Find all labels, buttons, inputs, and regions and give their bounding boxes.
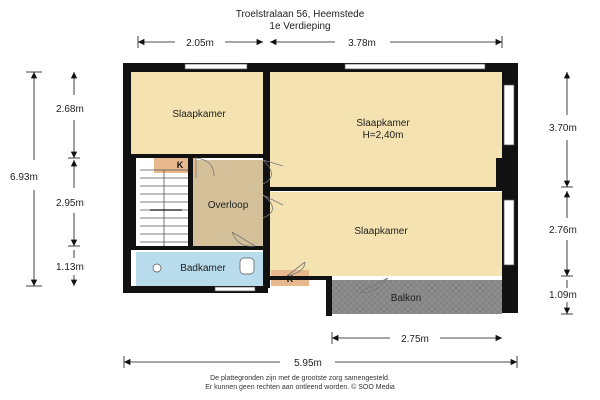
floor-title: 1e Verdieping (269, 21, 331, 32)
dim-right-1: 3.70m (549, 123, 577, 134)
dim-right-2: 2.76m (549, 225, 577, 236)
dim-left-total: 6.93m (10, 172, 38, 183)
dim-bottom-balcony: 2.75m (401, 334, 429, 345)
dim-bottom-total: 5.95m (294, 358, 322, 369)
label-slaapkamer-top-right: Slaapkamer (356, 118, 410, 129)
address-title: Troelstralaan 56, Heemstede (235, 9, 365, 20)
stairs-area (136, 160, 188, 248)
dim-left-2: 2.95m (56, 198, 84, 209)
label-balkon: Balkon (390, 293, 422, 304)
dim-left-1: 2.68m (56, 104, 84, 115)
label-cupboard-2: K (286, 274, 294, 284)
label-slaapkamer-bottom: Slaapkamer (354, 226, 408, 237)
dim-right-3: 1.09m (549, 290, 577, 301)
dim-top-left-width: 2.05m (186, 38, 214, 49)
label-slaapkamer-top-left: Slaapkamer (172, 109, 226, 120)
label-overloop: Overloop (207, 200, 249, 211)
label-slaapkamer-height: H=2,40m (362, 130, 404, 141)
label-badkamer: Badkamer (180, 263, 226, 274)
label-cupboard-1: K (176, 160, 184, 170)
footer-disclaimer-1: De plattegronden zijn met de grootste zorg samengesteld. (210, 375, 390, 382)
footer-disclaimer-2: Er kunnen geen rechten aan ontleend worden. © SOO Media (205, 384, 395, 391)
dim-left-3: 1.13m (56, 262, 84, 273)
dim-top-right-width: 3.78m (348, 38, 376, 49)
